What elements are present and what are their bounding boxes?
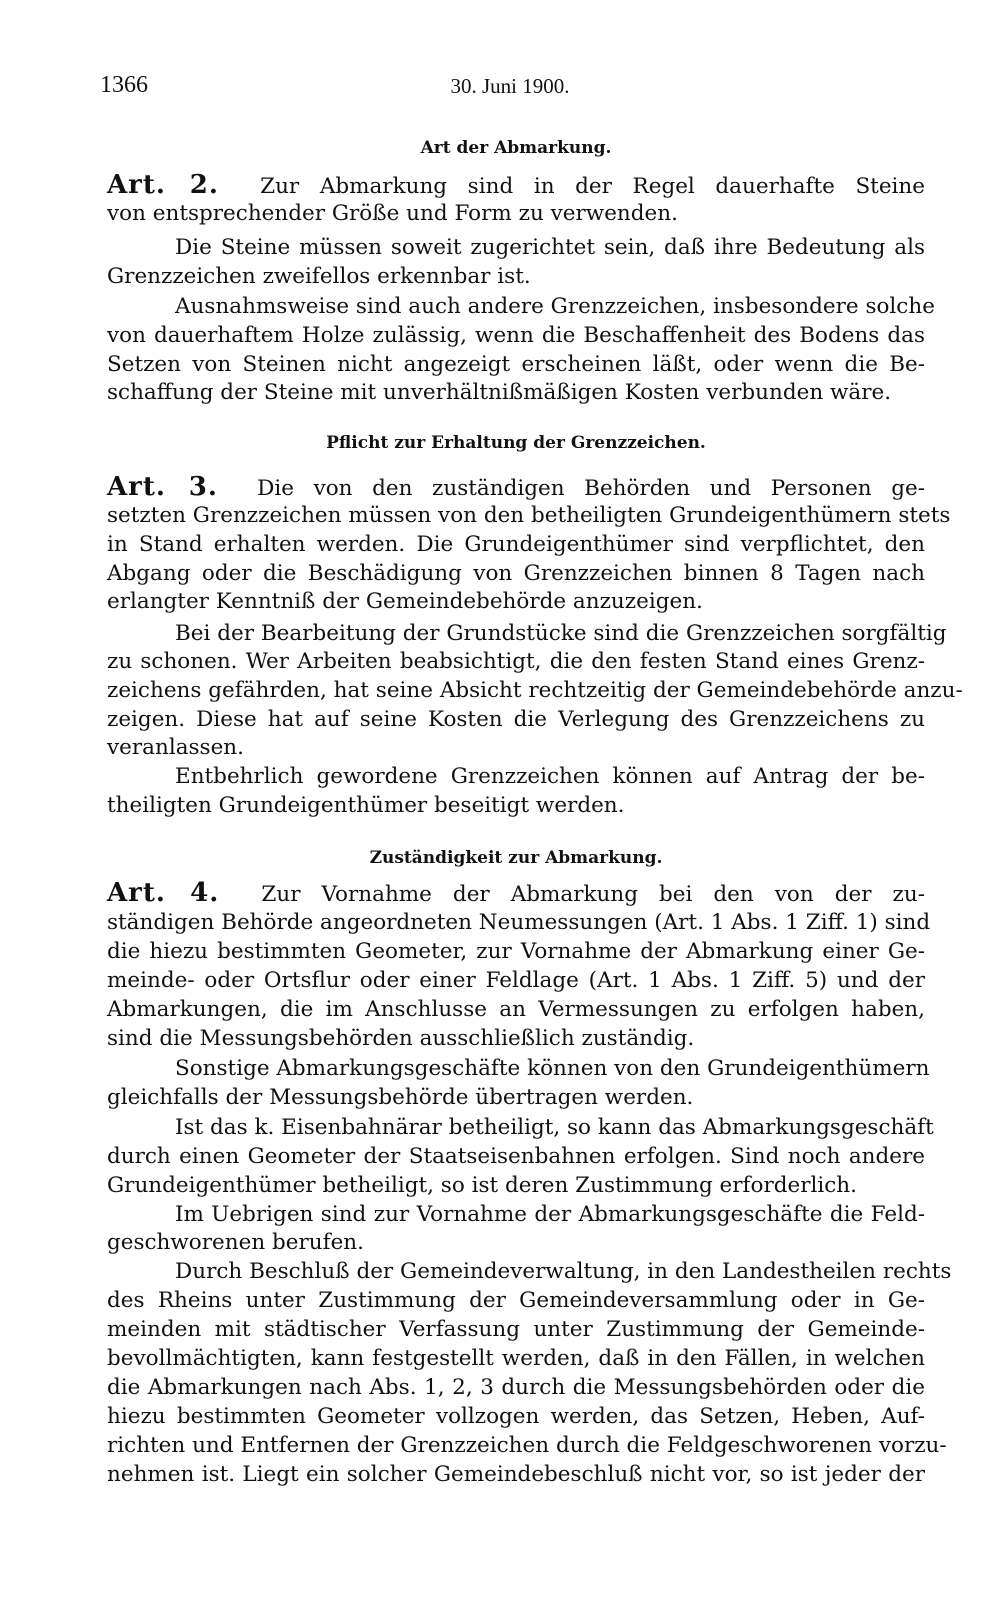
text-line: geschworenen berufen. bbox=[107, 1230, 364, 1255]
text-line: Abmarkungen, die im Anschlusse an Vermessungen zu erfolgen haben, bbox=[107, 997, 925, 1022]
text-line: erlangter Kenntniß der Gemeindebehörde anzuzeigen. bbox=[107, 589, 703, 614]
text-line: richten und Entfernen der Grenzzeichen durch die Feldgeschworenen vorzu- bbox=[107, 1433, 947, 1458]
article-label: Art. 4. bbox=[107, 878, 220, 908]
text-line: meinde- oder Ortsflur oder einer Feldlage (Art. 1 Abs. 1 Ziff. 5) und der bbox=[107, 968, 925, 993]
text-line: hiezu bestimmten Geometer vollzogen werden, das Setzen, Heben, Auf- bbox=[107, 1404, 925, 1429]
text-line: theiligten Grundeigenthümer beseitigt werden. bbox=[107, 793, 625, 818]
text-line: von dauerhaftem Holze zulässig, wenn die Beschaffenheit des Bodens das bbox=[107, 323, 925, 348]
text-line: Abgang oder die Beschädigung von Grenzzeichen binnen 8 Tagen nach bbox=[107, 561, 925, 586]
text-line: Im Uebrigen sind zur Vornahme der Abmarkungsgeschäfte die Feld- bbox=[175, 1202, 925, 1227]
text-line: Entbehrlich gewordene Grenzzeichen können auf Antrag der be- bbox=[175, 764, 925, 789]
text-line: Art. 2. Zur Abmarkung sind in der Regel dauerhafte Steine bbox=[107, 170, 925, 200]
text-line: zeigen. Diese hat auf seine Kosten die Verlegung des Grenzzeichens zu bbox=[107, 707, 925, 732]
text-line: Sonstige Abmarkungsgeschäfte können von den Grundeigenthümern bbox=[175, 1056, 930, 1081]
article-label: Art. 3. bbox=[107, 472, 218, 502]
text-line: setzten Grenzzeichen müssen von den betheiligten Grundeigenthümern stets bbox=[107, 503, 951, 528]
text-line: bevollmächtigten, kann festgestellt werden, daß in den Fällen, in welchen bbox=[107, 1346, 925, 1371]
header-date: 30. Juni 1900. bbox=[450, 74, 570, 98]
text-line: des Rheins unter Zustimmung der Gemeindeversammlung oder in Ge- bbox=[107, 1288, 925, 1313]
text-line: Ausnahmsweise sind auch andere Grenzzeichen, insbesondere solche bbox=[175, 294, 935, 319]
section-heading: Art der Abmarkung. bbox=[420, 138, 612, 158]
text-line: sind die Messungsbehörden ausschließlich zuständig. bbox=[107, 1026, 695, 1051]
text-line: nehmen ist. Liegt ein solcher Gemeindebeschluß nicht vor, so ist jeder der bbox=[107, 1462, 925, 1487]
text-line: von entsprechender Größe und Form zu verwenden. bbox=[107, 201, 678, 226]
text-line: Ist das k. Eisenbahnärar betheiligt, so kann das Abmarkungsgeschäft bbox=[175, 1115, 934, 1140]
article-label: Art. 2. bbox=[107, 170, 219, 200]
page-header bbox=[100, 72, 920, 106]
text-line: Art. 3. Die von den zuständigen Behörden und Personen ge- bbox=[107, 472, 925, 502]
text-line: veranlassen. bbox=[107, 735, 244, 760]
text-line: Setzen von Steinen nicht angezeigt erscheinen läßt, oder wenn die Be- bbox=[107, 352, 925, 377]
text-line: zeichens gefährden, hat seine Absicht rechtzeitig der Gemeindebehörde anzu- bbox=[107, 678, 963, 703]
text-line: ständigen Behörde angeordneten Neumessungen (Art. 1 Abs. 1 Ziff. 1) sind bbox=[107, 910, 931, 935]
text-line: die Abmarkungen nach Abs. 1, 2, 3 durch die Messungsbehörden oder die bbox=[107, 1375, 925, 1400]
text-line: schaffung der Steine mit unverhältnißmäßigen Kosten verbunden wäre. bbox=[107, 380, 892, 405]
text-line: Art. 4. Zur Vornahme der Abmarkung bei den von der zu- bbox=[107, 878, 925, 908]
text-line: zu schonen. Wer Arbeiten beabsichtigt, die den festen Stand eines Grenz- bbox=[107, 649, 925, 674]
text-line: Die Steine müssen soweit zugerichtet sein, daß ihre Bedeutung als bbox=[175, 235, 925, 260]
page-number: 1366 bbox=[100, 72, 148, 98]
text-line: Bei der Bearbeitung der Grundstücke sind die Grenzzeichen sorgfältig bbox=[175, 621, 947, 646]
text-line: in Stand erhalten werden. Die Grundeigenthümer sind verpflichtet, den bbox=[107, 532, 925, 557]
section-heading: Pflicht zur Erhaltung der Grenzzeichen. bbox=[326, 433, 706, 453]
section-heading: Zuständigkeit zur Abmarkung. bbox=[369, 848, 663, 868]
text-line: Grenzzeichen zweifellos erkennbar ist. bbox=[107, 264, 531, 289]
text-line: Durch Beschluß der Gemeindeverwaltung, in den Landestheilen rechts bbox=[175, 1259, 952, 1284]
text-line: meinden mit städtischer Verfassung unter Zustimmung der Gemeinde- bbox=[107, 1317, 925, 1342]
text-line: durch einen Geometer der Staatseisenbahnen erfolgen. Sind noch andere bbox=[107, 1144, 925, 1169]
text-line: die hiezu bestimmten Geometer, zur Vornahme der Abmarkung einer Ge- bbox=[107, 939, 925, 964]
text-line: gleichfalls der Messungsbehörde übertragen werden. bbox=[107, 1085, 694, 1110]
text-line: Grundeigenthümer betheiligt, so ist deren Zustimmung erforderlich. bbox=[107, 1173, 857, 1198]
